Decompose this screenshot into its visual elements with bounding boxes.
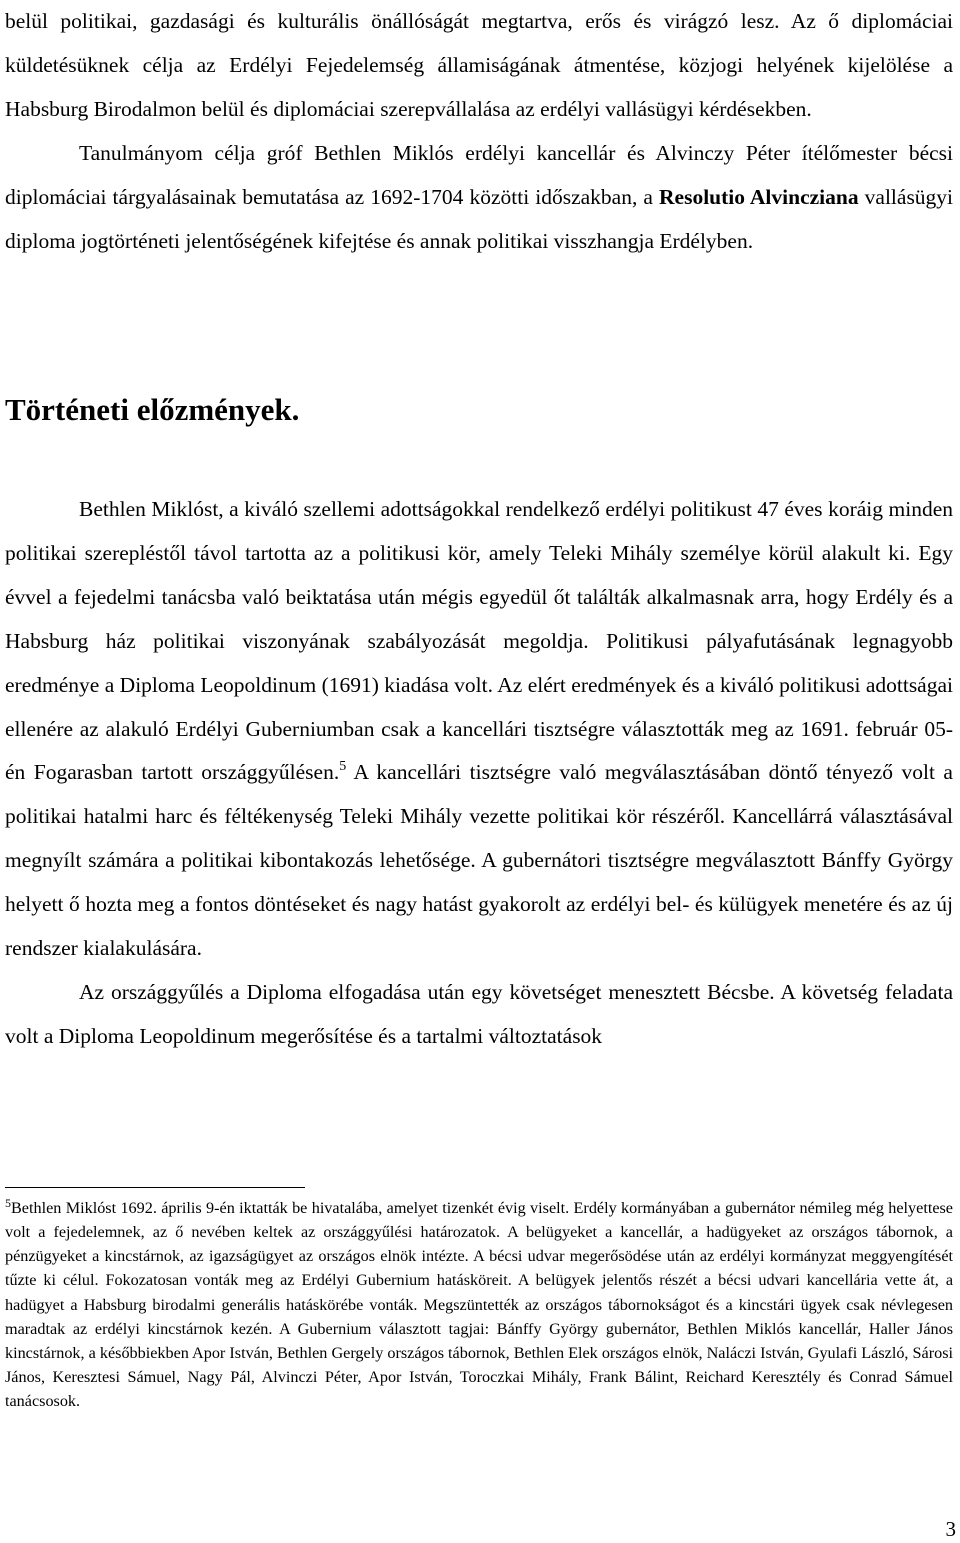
footnote-separator: [5, 1187, 305, 1188]
paragraph-continuation: belül politikai, gazdasági és kulturális önállóságát megtartva, erős és virágzó lesz. Az ő diplomáciai küldetésüknek célja az Erdélyi Fejedelemség államiságának átmentése, közjogi helyének kijelölése a Habsburg Birodalmon belül és diplomáciai szerepvállalása az erdélyi vallásügyi kérdésekben.: [5, 9, 953, 121]
resolutio-alvincziana-term: Resolutio Alvincziana: [659, 184, 859, 209]
paragraph-aim: [5, 132, 953, 264]
paragraph-embassy: Az országgyűlés a Diploma elfogadása után egy követséget menesztett Bécsbe. A követség feladata volt a Diploma Leopoldinum megerősítése és a tartalmi változtatások: [5, 979, 953, 1048]
aim-text-start: Tanulmányom célja gróf Bethlen Miklós erdélyi kancellár és Alvinczy Péter ítélőmester bécsi diplomáciai tárgyalásainak bemutatása az 1692-1704 közötti időszakban, a: [5, 140, 953, 209]
footnote-number: 5: [5, 1196, 11, 1210]
intro-text: [5, 0, 953, 263]
section-text: [5, 488, 953, 1059]
footnote: [5, 1196, 953, 1413]
bethlen-text-end: A kancellári tisztségre való megválasztásában döntő tényező volt a politikai hatalmi harc és féltékenység Teleki Mihály vezette politikai kör részéről. Kancellárrá választásával megnyílt számára a politikai kibontakozás lehetősége. A gubernátori tisztségre megválasztott Bánffy György helyett ő hozta meg a fontos döntéseket és nagy hatást gyakorolt az erdélyi bel- és külügyek menetére és az új rendszer kialakulására.: [5, 760, 953, 961]
paragraph-bethlen: [5, 488, 953, 971]
footnote-reference: 5: [339, 759, 347, 775]
page-number: 3: [945, 1517, 956, 1541]
aim-text-end: vallásügyi diploma jogtörténeti jelentőségének kifejtése és annak politikai visszhangja Erdélyben.: [5, 184, 954, 253]
footnote-text: Bethlen Miklóst 1692. április 9-én iktatták be hivatalába, amelyet tizenkét évig viselt. Erdély kormányában a gubernátor némileg még helyettese volt a fejedelemnek, az ő nevében keltek az országgyűlési határozatok. A belügyeket a kancellár, a hadügyeket az országos tábornok, a pénzügyeket a kincstárnok, az igazságügyet az országos elnök intézte. A bécsi udvar megerősödése után az erdélyi kormányzat meggyengítését tűzte ki célul. Fokozatosan vonták meg az Erdélyi Gubernium hatásköreit. A belügyek jelentős részét a bécsi udvari kancellária vette át, a hadügyet a Habsburg birodalmi generális hatáskörébe vonták. Megszüntették az országos tábornokságot és a kincstári ügyek csak névlegesen maradtak az erdélyi kincstárnok kezén. A Gubernium választott tagjai: Bánffy György gubernátor, Bethlen Miklós kancellár, Haller János kincstárnok, a későbbiekben Apor István, Bethlen Gergely országos tábornok, Bethlen Elek országos elnök, Naláczi István, Gyulafi László, Sárosi János, Keresztesi Sámuel, Nagy Pál, Alvinczi Péter, Apor István, Toroczkai Mihály, Frank Bálint, Reichard Keresztély és Conrad Sámuel tanácsosok.: [5, 1199, 953, 1411]
bethlen-text-start: Bethlen Miklóst, a kiváló szellemi adottságokkal rendelkező erdélyi politikust 47 éves koráig minden politikai szerepléstől távol tartotta az a politikusi kör, amely Teleki Mihály személye körül alakult ki. Egy évvel a fejedelmi tanácsba való beiktatása után mégis egyedül őt találták alkalmasnak arra, hogy Erdély és a Habsburg ház politikai viszonyának szabályozását megoldja. Politikusi pályafutásának legnagyobb eredménye a Diploma Leopoldinum (1691) kiadása volt. Az elért eredmények és a kiváló politikusi adottságai ellenére az alakuló Erdélyi Guberniumban csak a kancellári tisztségre választották meg az 1691. február 05-én Fogarasban tartott országgyűlésen.: [5, 497, 953, 785]
section-heading: Történeti előzmények.: [5, 392, 300, 427]
